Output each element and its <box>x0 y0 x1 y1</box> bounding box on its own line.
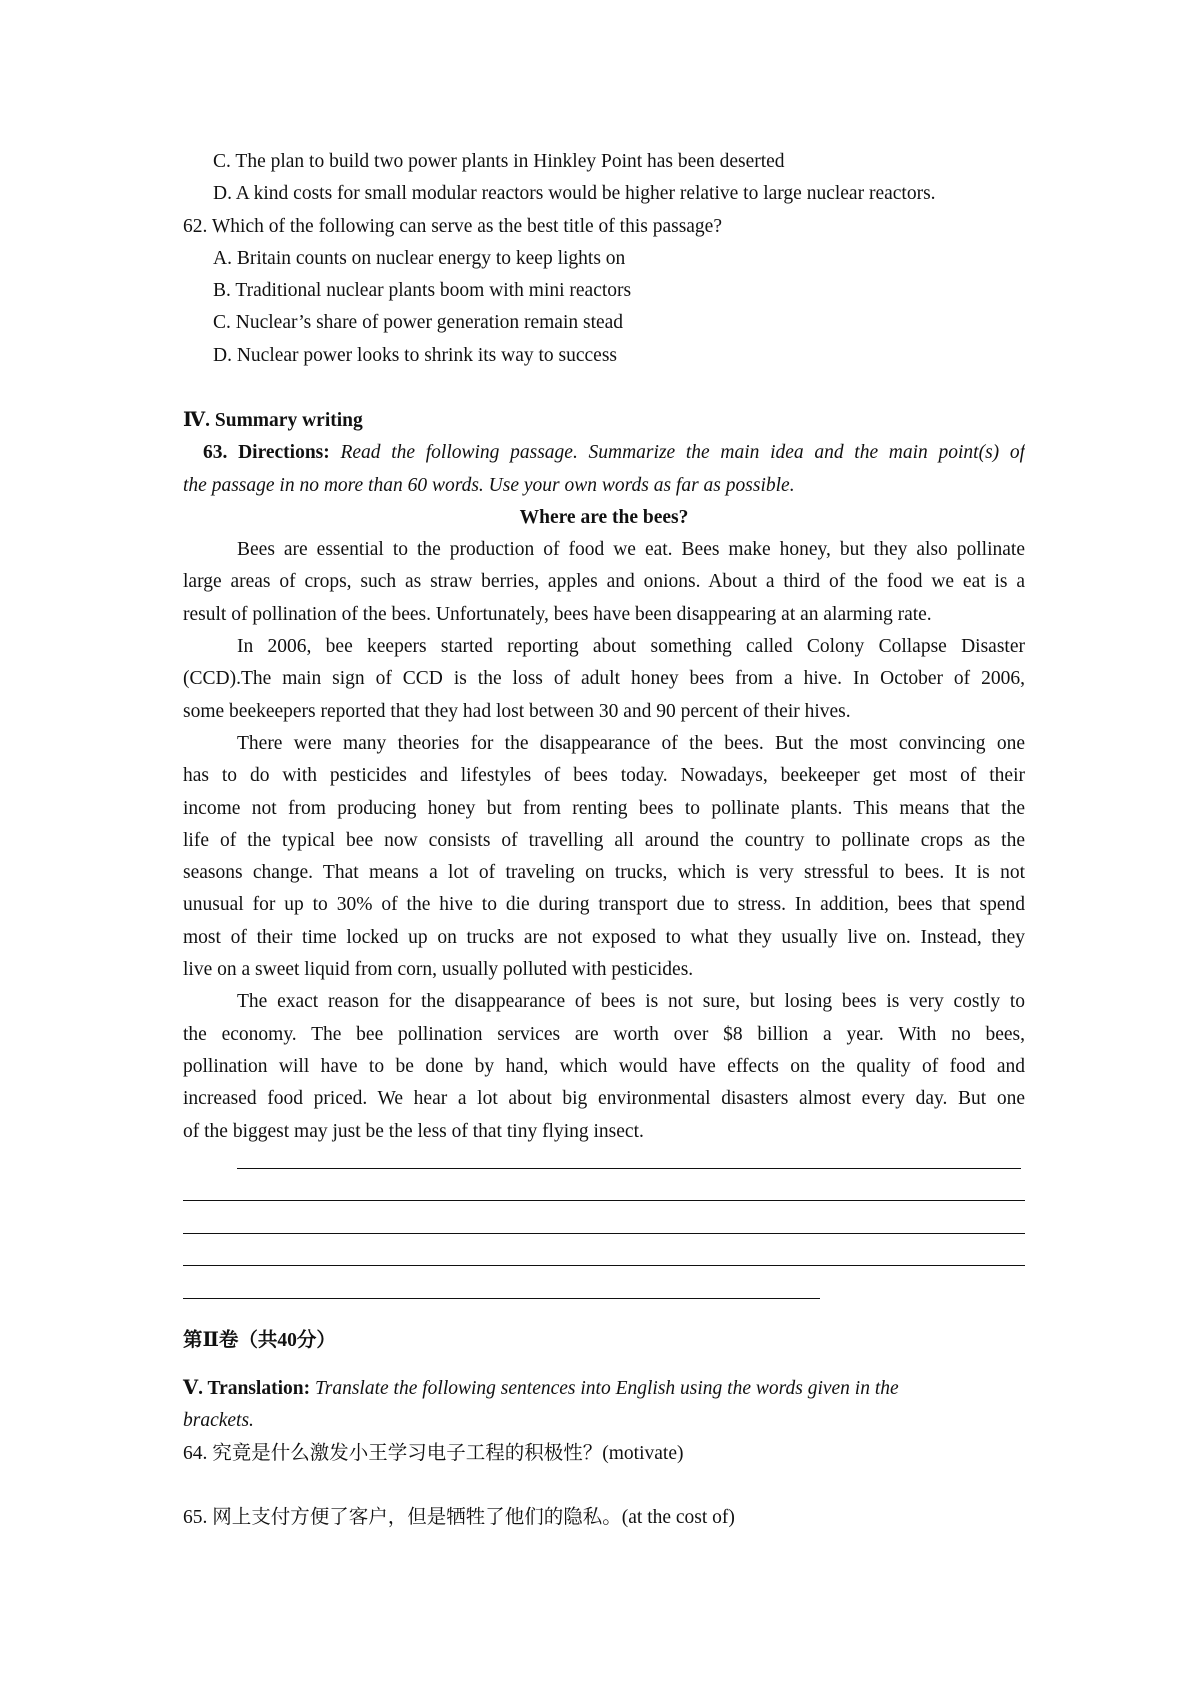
answer-line[interactable] <box>183 1298 820 1299</box>
translation-instructions-line-1 <box>183 1373 1025 1405</box>
translation-section <box>183 1373 1025 1534</box>
passage-line: income not from producing honey but from renting bees to pollinate plants. This means that the <box>183 797 1025 819</box>
question-64: 64. 究竟是什么激发小王学习电子工程的积极性？(motivate) <box>183 1442 684 1464</box>
passage-line: live on a sweet liquid from corn, usually polluted with pesticides. <box>183 959 694 981</box>
passage-line: most of their time locked up on trucks are not exposed to what they usually live on. Instead, they <box>183 926 1025 948</box>
passage-line: unusual for up to 30% of the hive to die during transport due to stress. In addition, bees that spend <box>183 894 1025 916</box>
passage-line: Bees are essential to the production of food we eat. Bees make honey, but they also pollinate <box>237 539 1025 561</box>
passage-line: In 2006, bee keepers started reporting about something called Colony Collapse Disaster <box>237 636 1025 658</box>
translation-instructions-line-2: brackets. <box>183 1410 254 1432</box>
q61-option-c: C. The plan to build two power plants in Hinkley Point has been deserted <box>213 151 785 172</box>
passage-line: (CCD).The main sign of CCD is the loss of adult honey bees from a hive. In October of 2006, <box>183 668 1025 690</box>
passage-line: There were many theories for the disappearance of the bees. But the most convincing one <box>237 732 1025 754</box>
passage-line: the economy. The bee pollination services are worth over $8 billion a year. With no bees, <box>183 1023 1025 1045</box>
passage-line: increased food priced. We hear a lot about big environmental disasters almost every day. But one <box>183 1088 1025 1110</box>
passage-line: has to do with pesticides and lifestyles of bees today. Nowadays, beekeeper get most of their <box>183 765 1025 787</box>
passage-line: seasons change. That means a lot of traveling on trucks, which is very stressful to bees. It is not <box>183 862 1025 884</box>
passage-line: pollination will have to be done by hand, which would have effects on the quality of food and <box>183 1055 1025 1077</box>
q62-option-d: D. Nuclear power looks to shrink its way to success <box>213 344 618 366</box>
q62-option-c: C. Nuclear’s share of power generation remain stead <box>213 312 624 334</box>
section-heading: Ⅳ. Summary writing <box>183 410 363 431</box>
question-block-61-62 <box>183 146 1025 372</box>
instructions-text: Translate the following sentences into English using the words given in the <box>314 1378 899 1399</box>
passage-body <box>183 534 1025 1148</box>
directions-line-1 <box>183 437 1025 469</box>
passage-line: life of the typical bee now consists of travelling all around the country to pollinate crops as the <box>183 829 1025 851</box>
q62-option-b: B. Traditional nuclear plants boom with mini reactors <box>213 280 632 302</box>
question-label: 63. Directions: <box>203 442 330 464</box>
passage-line: The exact reason for the disappearance of bees is not sure, but losing bees is very costly to <box>237 991 1025 1013</box>
question-65: 65. 网上支付方便了客户，但是牺牲了他们的隐私。(at the cost of) <box>183 1507 735 1529</box>
directions-line-2: the passage in no more than 60 words. Use your own words as far as possible. <box>183 474 795 496</box>
q61-option-d: D. A kind costs for small modular reactors would be higher relative to large nuclear reactors. <box>213 183 936 205</box>
part2-heading-block <box>183 1325 1025 1357</box>
summary-writing-section <box>183 405 1025 1148</box>
directions-text: Read the following passage. Summarize the main idea and the main point(s) of <box>340 442 1025 464</box>
part2-heading: 第Ⅱ卷（共40分） <box>183 1330 336 1351</box>
q62-option-a: A. Britain counts on nuclear energy to keep lights on <box>213 247 626 269</box>
passage-line: large areas of crops, such as straw berries, apples and onions. About a third of the food we eat is a <box>183 571 1025 593</box>
section-heading: Ⅴ. Translation: <box>183 1378 311 1399</box>
answer-line[interactable] <box>237 1168 1021 1169</box>
passage-line: of the biggest may just be the less of that tiny flying insect. <box>183 1120 644 1142</box>
answer-line[interactable] <box>183 1233 1025 1234</box>
passage-line: some beekeepers reported that they had lost between 30 and 90 percent of their hives. <box>183 700 851 722</box>
passage-line: result of pollination of the bees. Unfortunately, bees have been disappearing at an alarming rate. <box>183 603 932 625</box>
answer-line[interactable] <box>183 1200 1025 1201</box>
answer-line[interactable] <box>183 1265 1025 1266</box>
passage-title: Where are the bees? <box>519 506 689 528</box>
q62-question: 62. Which of the following can serve as the best title of this passage? <box>183 215 722 237</box>
